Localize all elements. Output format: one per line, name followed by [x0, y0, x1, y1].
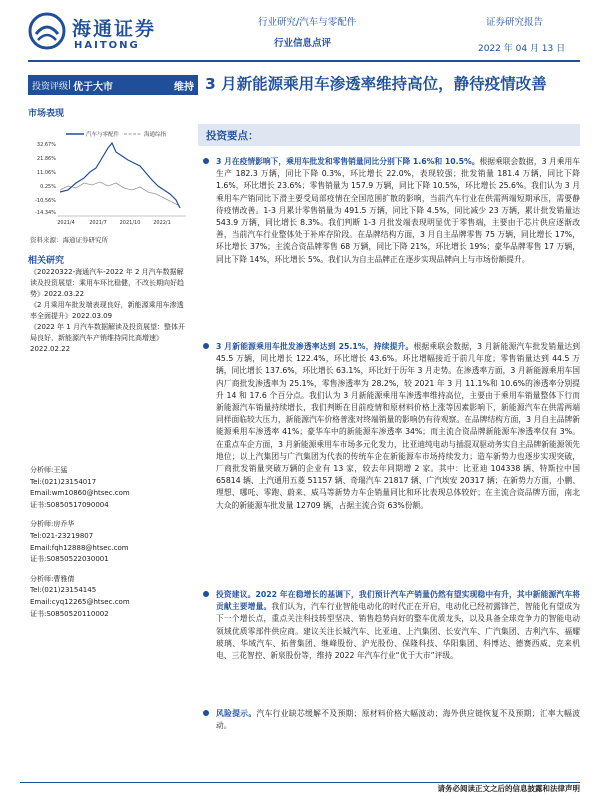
y-tick-label: 11.06% — [36, 170, 56, 176]
analyst-name: 分析师:房乔华 — [30, 520, 75, 529]
y-tick-label: 21.86% — [36, 156, 56, 162]
legend-series-1: 汽车与零配件 — [86, 132, 120, 138]
paragraph-body: 根据乘联会数据，3 月乘用车生产 182.3 万辆，同比下降 0.3%，环比增长 22.0%，表现较强；批发销量 181.4 万辆，同比下降 1.6%，环比增长 23.6%；零售销量为 157.9 万辆，同比下降 10.5%，环比增长 25.6%。我们认为 3 月乘用车产销同比下滑主要受局部疫情在全国范围扩散的影响，当前汽车行业在供需两端短期承压，需要静待疫情改善。1-3 月累计零售销量为 491.5 万辆，同比下降 4.5%，同比减少 23 万辆，累计批发销量达 543.9 万辆，同比增长 8.3%。我们判断 1-3 月批发端表现明显优于零售端，主要由于芯片供应逐渐改善，当前汽车行业整体处于补库存阶段。在品牌结构方面，3 月自主品牌零售 75 万辆，同比增长 17%，环比增长 37%；主流合资品牌零售 68 万辆，同比下降 21%，环比增长 19%；豪华品牌零售 17 万辆，同比下降 14%，环比增长 5%。我们认为自主品牌正在逐步实现品牌向上与市场份额提升。 — [216, 157, 580, 264]
analyst-cert: 证书:S0850520110002 — [30, 609, 109, 618]
analyst-name: 分析师:曹雅倩 — [30, 574, 75, 583]
report-date: 2022 年 04 月 13 日 — [478, 44, 566, 54]
related-research-item[interactable]: 《20220322-海通汽车-2022 年 2 月汽车数据解读及投资展望：乘用车环比稳健，不改长期向好趋势》2022.03.22 — [30, 268, 184, 298]
paragraph-auto-sales — [200, 156, 580, 266]
y-tick-label: 0.25% — [40, 184, 56, 190]
rating-status: 维持 — [174, 81, 194, 93]
header-divider — [28, 60, 580, 62]
legend-series-2: 海通综指 — [144, 132, 167, 138]
y-tick-label: -14.34% — [35, 210, 56, 216]
analyst-email[interactable]: Email:wm10860@htsec.com — [30, 489, 130, 498]
y-axis-ticks — [35, 142, 56, 216]
paragraph-risk-warning — [200, 708, 580, 732]
logo-english-text: HAITONG — [74, 40, 140, 51]
report-title: 3 月新能源乘用车渗透率维持高位，静待疫情改善 — [205, 75, 547, 93]
x-tick-label: 2021/4 — [57, 220, 75, 226]
related-research-list — [30, 267, 190, 355]
company-logo — [28, 12, 168, 58]
market-performance-chart — [28, 128, 188, 228]
paragraph-nev-penetration — [200, 341, 580, 512]
analyst-email[interactable]: Email:fqh12888@htsec.com — [30, 543, 129, 552]
market-performance-heading: 市场表现 — [28, 109, 65, 119]
bullet-icon — [203, 343, 209, 349]
chart-source: 资料来源：海通证券研究所 — [30, 236, 108, 244]
analyst-name: 分析师:王猛 — [30, 466, 68, 474]
analyst-contacts — [30, 465, 190, 620]
report-subcategory: 行业信息点评 — [274, 38, 332, 49]
key-points-heading: 投资要点： — [198, 124, 580, 146]
analyst-email[interactable]: Email:cyq12265@htsec.com — [30, 597, 130, 606]
report-header — [0, 0, 600, 70]
investment-rating-bar: 投资评级 | 优于大市 维持 — [28, 75, 198, 95]
bullet-icon — [203, 591, 209, 597]
report-category: 行业研究/汽车与零配件 — [258, 17, 357, 28]
paragraph-lead: 风险提示。 — [216, 709, 257, 718]
bullet-icon — [203, 710, 209, 716]
paragraph-lead: 投资建议。2022 年在稳增长的基调下，我们预计汽车产销量仍然有望实现稳中有升，其中新能源汽车将贡献主要增量。 — [216, 590, 580, 612]
analyst-tel: Tel:021-23219807 — [30, 531, 94, 540]
x-tick-label: 2021/7 — [89, 220, 107, 226]
analyst-cert: 证书:S0850517090004 — [30, 500, 109, 509]
analyst-cert: 证书:S0850522030001 — [30, 555, 109, 564]
paragraph-lead: 3 月在疫情影响下，乘用车批发和零售销量同比分别下降 1.6%和 10.5%。 — [216, 157, 480, 166]
report-type: 证券研究报告 — [486, 17, 544, 28]
analyst-tel: Tel:(021)23154145 — [30, 586, 97, 595]
paragraph-body: 汽车行业缺芯缓解不及预期；原材料价格大幅波动；海外供应链恢复不及预期；汇率大幅波动。 — [216, 709, 580, 731]
haitong-logo-icon — [28, 12, 66, 50]
paragraph-body: 我们认为，汽车行业智能电动化的时代正在开启，电动化已经初露锋芒，智能化有望成为下一个增长点，重点关注科技转型坚决、销售趋势向好的整车优质龙头，以及具备全球竞争力的智能电动领域优质零部件供应商。建议关注长城汽车、比亚迪、上汽集团、长安汽车、广汽集团、吉利汽车、福耀玻璃、华域汽车、拓普集团、继峰股份、沪光股份、保隆科技、华阳集团、科博达、德赛西威、克来机电、三花智控、新泉股份等，维持 2022 年汽车行业“优于大市”评级。 — [216, 602, 580, 661]
x-tick-label: 2022/1 — [153, 220, 171, 226]
chart-legend — [66, 130, 167, 138]
related-research-heading: 相关研究 — [28, 256, 65, 266]
related-research-item[interactable]: 《2022 年 1 月汽车数据解读及投资展望：整体开局良好，新能源汽车产销维持同比高增速》2022.02.22 — [30, 323, 185, 353]
x-tick-label: 2021/10 — [119, 220, 141, 226]
paragraph-body: 根据乘联会数据，3 月新能源汽车批发销量达到 45.5 万辆，同比增长 122.4%，环比增长 43.6%。环比增幅接近于前几年度；零售销量达到 44.5 万辆，同比增长 137.6%，环比增长 63.1%，环比好于历年 3 月走势。在渗透率方面，3 月新能源乘用车国内厂商批发渗透率为 25.1%，零售渗透率为 28.2%，较 2021 年 3 月 11.1%和 10.6%的渗透率分别提升 14 和 17.6 个百分点。我们认为 3 月新能源乘用车渗透率维持高位，主要由于乘用车销量整体下行而新能源汽车销量持续增长，我们判断在目前疫情和原材料价格上涨等因素影响下，新能源汽车在供需两端同样面临较大压力，新能源汽车价格普涨对终端销量的影响仍有待观察。在品牌结构方面，3 月自主品牌新能源乘用车渗透率 41%；豪华车中的新能源车渗透率 34%；而主流合资品牌新能源车渗透率仅有 3%。在重点车企方面，3 月新能源乘用车市场多元化发力，比亚迪纯电动与插混双驱动务实自主品牌新能源领先地位；以上汽集团与广汽集团为代表的传统车企在新能源车市场持续发力；造车新势力也逐步实现突破，厂商批发销量突破万辆的企业有 13 家，较去年同期增 2 家。其中：比亚迪 104338 辆、特斯拉中国 65814 辆、上汽通用五菱 51157 辆、奇瑞汽车 21817 辆、广汽埃安 20317 辆；在新势力方面，小鹏、理想、哪吒、零跑、蔚来、威马等新势力车企销量同比和环比表现总体较好；在主流合资品牌方面，南北大众的新能源车批发量 12709 辆，占据主流合资 63%份额。 — [216, 342, 580, 510]
rating-value: 优于大市 — [73, 81, 114, 93]
x-axis-ticks — [57, 220, 171, 226]
logo-chinese-text: 海通证券 — [72, 18, 157, 40]
related-research-item[interactable]: 《2 月乘用车批发端表现良好，新能源乘用车渗透率全面提升》2022.03.09 — [30, 301, 184, 320]
paragraph-lead: 3 月新能源乘用车批发渗透率达到 25.1%，持续提升。 — [216, 342, 414, 351]
rating-label: 投资评级 — [32, 81, 69, 92]
y-tick-label: -10.56% — [35, 198, 56, 204]
analyst-tel: Tel:(021)23154017 — [30, 477, 97, 486]
series-line-composite — [60, 182, 178, 205]
series-line-auto — [60, 143, 180, 208]
bullet-icon — [203, 158, 209, 164]
paragraph-investment-advice — [200, 589, 580, 662]
y-tick-label: 32.67% — [36, 142, 56, 148]
disclaimer-footer: 请务必阅读正文之后的信息披露和法律声明 — [437, 784, 580, 793]
